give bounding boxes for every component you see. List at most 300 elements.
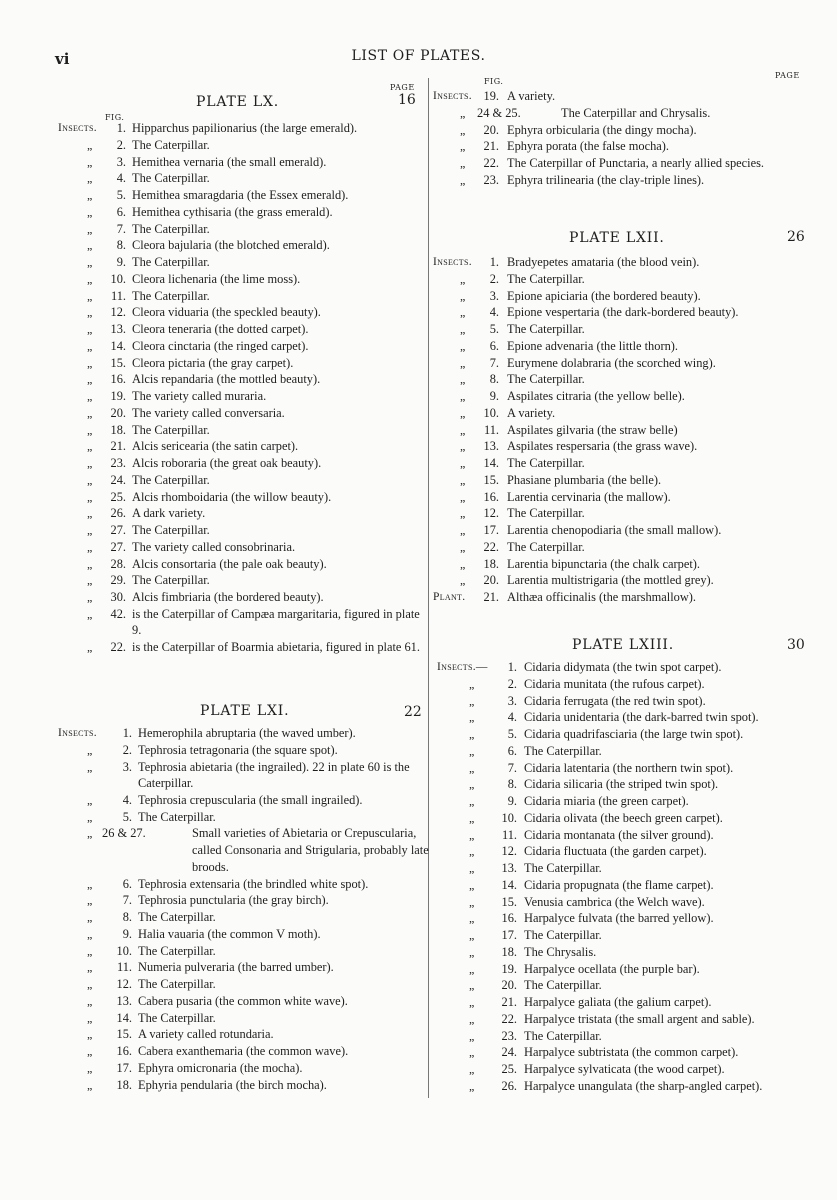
ditto-mark: „ [87,606,93,621]
figure-number: 25. [501,1062,517,1076]
ditto-mark: „ [87,910,93,925]
figure-number: 9. [122,926,132,941]
ditto-mark: „ [460,523,466,537]
figure-description: Larentia bipunctaria (the chalk carpet). [507,556,700,571]
figure-description: The Caterpillar. [132,523,210,537]
ditto-mark: „ [87,640,93,655]
list-item [58,170,428,187]
figure-description: The Caterpillar. [507,271,585,286]
figure-description: The Caterpillar. [132,255,210,269]
list-item [58,539,428,556]
figure-description: Epione advenaria (the little thorn). [507,338,678,353]
figure-description: Alcis roboraria (the great oak beauty). [132,456,322,470]
category-label: Plant. [433,591,466,603]
figure-description: Cleora pictaria (the gray carpet). [132,355,294,370]
figure-number: 8. [489,372,499,387]
ditto-mark: „ [87,439,93,454]
ditto-mark: „ [469,760,475,775]
figure-number: 14. [501,877,517,892]
ditto-mark: „ [87,271,93,286]
list-item [58,154,428,171]
ditto-mark: „ [87,355,93,370]
figure-description: Cidaria fluctuata (the garden carpet). [524,844,707,859]
list-item [58,355,428,372]
figure-number: 14. [483,456,499,470]
figure-description: Cleora teneraria (the dotted carpet). [132,322,309,336]
figure-description: Cidaria latentaria (the northern twin spot). [524,760,734,775]
figure-number: 3. [116,154,126,169]
ditto-mark: „ [460,322,466,336]
running-title: LIST OF PLATES. [351,48,486,64]
list-item [433,355,803,372]
list-item [437,1044,807,1061]
figure-number: 25. [110,489,126,504]
ditto-mark: „ [469,861,475,875]
figure-number: 7. [489,355,499,370]
list-item [433,155,803,172]
list-item [58,725,428,742]
plate-lx-title: PLATE LX. [196,94,279,110]
ditto-mark: „ [87,405,93,420]
figure-description: Epione vespertaria (the dark-bordered beauty). [507,305,739,320]
figure-description: Hemithea vernaria (the small emerald). [132,154,327,169]
ditto-mark: „ [87,154,93,169]
figure-number: 21. [501,995,517,1009]
figure-number: 20. [483,573,499,588]
list-item [437,676,807,693]
figure-number: 23. [483,172,499,187]
ditto-mark: „ [469,944,475,959]
list-item [433,304,803,321]
figure-number: 21. [110,439,126,454]
plate-lxiii-page: 30 [787,637,805,653]
fig-column-label: FIG. [105,113,125,122]
figure-description: The Caterpillar. [132,422,210,437]
figure-number: 18. [110,422,126,437]
figure-number: 8. [507,777,517,792]
plate-lxii-list [433,254,803,606]
ditto-mark: „ [87,489,93,504]
figure-description: The Caterpillar. [138,809,216,824]
list-item [58,489,428,506]
list-item [437,877,807,894]
figure-description: The Caterpillar. [132,171,210,186]
figure-description: Cidaria quadrifasciaria (the large twin spot). [524,727,744,741]
figure-description: Ephyria pendularia (the birch mocha). [138,1077,327,1092]
figure-description: Phasiane plumbaria (the belle). [507,472,662,487]
figure-number: 9. [507,794,517,808]
figure-description: A variety called rotundaria. [138,1027,274,1042]
list-item [433,472,803,489]
ditto-mark: „ [469,978,475,993]
figure-description: Cidaria didymata (the twin spot carpet). [524,660,722,674]
ditto-mark: „ [469,911,475,926]
figure-description: The Caterpillar. [138,910,216,925]
list-item [58,572,428,589]
ditto-mark: „ [469,794,475,808]
ditto-mark: „ [460,439,466,454]
figure-description: Small varieties of Abietaria or Crepuscularia, called Consonaria and Strigularia, probably late broods. [192,826,429,874]
ditto-mark: „ [87,876,93,891]
list-item [58,472,428,489]
ditto-mark: „ [469,1011,475,1026]
figure-number: 12. [501,844,517,859]
figure-number: 21. [483,590,499,604]
figure-number: 22. [483,539,499,554]
list-item [58,455,428,472]
ditto-mark: „ [87,573,93,588]
figure-number: 26. [501,1078,517,1093]
figure-number: 24 & 25. [477,105,521,120]
figure-number: 5. [122,809,132,824]
ditto-mark: „ [460,288,466,303]
figure-number: 2. [507,676,517,691]
figure-description: The Caterpillar. [507,372,585,387]
ditto-mark: „ [87,960,93,975]
figure-description: Ephyra trilinearia (the clay-triple lines). [507,172,705,187]
figure-number: 14. [116,1010,132,1025]
category-label: Insects. [58,727,97,739]
list-item [58,943,428,960]
ditto-mark: „ [87,792,93,807]
ditto-mark: „ [87,556,93,571]
figure-description: Cleora bajularia (the blotched emerald). [132,238,330,253]
figure-description: Hemerophila abruptaria (the waved umber). [138,726,356,740]
list-item [433,505,803,522]
list-item [58,1077,428,1094]
list-item [433,271,803,288]
figure-description: A variety. [507,89,556,103]
list-item [58,120,428,137]
figure-description: Ephyra orbicularia (the dingy mocha). [507,122,697,137]
figure-description: Aspilates gilvaria (the straw belle) [507,422,678,437]
figure-number: 5. [489,322,499,336]
figure-description: The Caterpillar. [132,221,210,236]
figure-number: 1. [122,726,132,740]
figure-number: 15. [110,355,126,370]
list-item [58,1060,428,1077]
ditto-mark: „ [87,759,93,774]
figure-number: 11. [110,288,126,303]
ditto-mark: „ [460,389,466,403]
figure-number: 9. [489,389,499,403]
ditto-mark: „ [460,573,466,588]
figure-number: 4. [122,792,132,807]
figure-description: A dark variety. [132,506,206,521]
figure-description: Cabera pusaria (the common white wave). [138,993,348,1008]
plate-lxii-title: PLATE LXII. [569,230,665,246]
figure-description: Cidaria ferrugata (the red twin spot). [524,693,706,708]
figure-description: Halia vauaria (the common V moth). [138,926,321,941]
ditto-mark: „ [460,422,466,437]
list-item [58,742,428,759]
figure-number: 13. [116,993,132,1008]
list-item [433,172,803,189]
list-item [433,122,803,139]
figure-number: 8. [122,910,132,925]
list-item [437,776,807,793]
list-item [58,589,428,606]
list-item [58,1043,428,1060]
ditto-mark: „ [87,1060,93,1075]
list-item [437,894,807,911]
list-item [58,926,428,943]
list-item [437,659,807,676]
figure-number: 16. [501,911,517,926]
ditto-mark: „ [87,389,93,403]
figure-number: 11. [116,960,132,975]
ditto-mark: „ [87,422,93,437]
plate-lxi-list [58,725,428,1093]
figure-number: 6. [116,204,126,219]
figure-description: Larentia cervinaria (the mallow). [507,489,671,504]
ditto-mark: „ [87,238,93,253]
ditto-mark: „ [460,539,466,554]
ditto-mark: „ [87,506,93,521]
ditto-mark: „ [87,221,93,236]
figure-description: Harpalyce subtristata (the common carpet). [524,1045,739,1060]
list-item [58,237,428,254]
figure-description: Numeria pulveraria (the barred umber). [138,960,334,975]
list-item [58,422,428,439]
ditto-mark: „ [460,372,466,387]
figure-number: 19. [483,89,499,103]
ditto-mark: „ [469,710,475,725]
ditto-mark: „ [469,844,475,859]
ditto-mark: „ [87,288,93,303]
list-item [437,977,807,994]
ditto-mark: „ [87,456,93,470]
ditto-mark: „ [469,810,475,825]
figure-description: The Caterpillar. [138,1010,216,1025]
list-item [58,825,428,875]
figure-number: 7. [116,221,126,236]
list-item [58,556,428,573]
figure-description: The Caterpillar. [138,943,216,958]
list-item [437,760,807,777]
figure-number: 13. [483,439,499,454]
ditto-mark: „ [87,305,93,320]
plate-lxiii-list [437,659,807,1095]
list-item [433,522,803,539]
list-item [433,589,803,606]
figure-number: 26. [110,506,126,521]
figure-description: Epione apiciaria (the bordered beauty). [507,288,701,303]
figure-number: 2. [489,271,499,286]
list-item [58,522,428,539]
plate-lxi-title: PLATE LXI. [200,703,290,719]
list-item [58,204,428,221]
figure-description: Alcis rhomboidaria (the willow beauty). [132,489,332,504]
figure-description: Tephrosia punctularia (the gray birch). [138,893,329,908]
figure-number: 12. [116,977,132,992]
figure-description: The Caterpillar and Chrysalis. [561,105,711,120]
figure-number: 9. [116,255,126,269]
figure-description: The Caterpillar. [524,861,602,875]
list-item [433,88,803,105]
category-label: Insects.— [437,661,488,673]
figure-number: 10. [483,405,499,420]
figure-description: The Caterpillar. [507,539,585,554]
plate-lxi-continued-list [433,88,803,188]
figure-description: Cidaria silicaria (the striped twin spot). [524,777,719,792]
figure-number: 1. [116,121,126,135]
figure-description: Aspilates citraria (the yellow belle). [507,389,685,403]
ditto-mark: „ [469,827,475,842]
figure-number: 6. [507,743,517,758]
ditto-mark: „ [469,693,475,708]
list-item [433,539,803,556]
figure-description: Tephrosia tetragonaria (the square spot). [138,742,338,757]
figure-number: 16. [110,372,126,387]
figure-number: 5. [116,188,126,202]
figure-description: The Caterpillar. [524,978,602,993]
figure-number: 17. [116,1060,132,1075]
ditto-mark: „ [87,188,93,202]
ditto-mark: „ [87,742,93,757]
figure-number: 15. [116,1027,132,1042]
ditto-mark: „ [469,1028,475,1043]
page-number: vi [55,50,70,68]
ditto-mark: „ [469,727,475,741]
list-item [58,304,428,321]
figure-number: 19. [501,961,517,976]
ditto-mark: „ [469,894,475,909]
figure-number: 27. [110,523,126,537]
figure-number: 1. [489,255,499,269]
figure-number: 28. [110,556,126,571]
figure-number: 10. [501,810,517,825]
figure-number: 3. [122,759,132,774]
figure-number: 12. [483,506,499,521]
list-item [58,1010,428,1027]
ditto-mark: „ [460,556,466,571]
figure-description: Cidaria propugnata (the flame carpet). [524,877,714,892]
plate-lxiii-title: PLATE LXIII. [572,637,674,653]
ditto-mark: „ [87,1027,93,1042]
ditto-mark: „ [87,926,93,941]
ditto-mark: „ [87,523,93,537]
list-item [58,221,428,238]
figure-number: 26 & 27. [102,826,146,841]
figure-description: Hemithea smaragdaria (the Essex emerald). [132,188,349,202]
ditto-mark: „ [87,322,93,336]
figure-description: Harpalyce ocellata (the purple bar). [524,961,700,976]
figure-number: 24. [110,472,126,487]
figure-number: 16. [116,1044,132,1059]
list-item [58,288,428,305]
ditto-mark: „ [460,472,466,487]
plate-lx-list [58,120,428,656]
ditto-mark: „ [460,122,466,137]
figure-number: 4. [507,710,517,725]
ditto-mark: „ [469,928,475,942]
figure-description: The Caterpillar. [132,288,210,303]
figure-number: 22. [110,640,126,655]
ditto-mark: „ [87,893,93,908]
ditto-mark: „ [460,456,466,470]
figure-number: 6. [122,876,132,891]
figure-number: 4. [116,171,126,186]
figure-description: Eurymene dolabraria (the scorched wing). [507,355,716,370]
figure-number: 24. [501,1045,517,1060]
figure-description: Alcis repandaria (the mottled beauty). [132,372,321,387]
ditto-mark: „ [469,961,475,976]
figure-description: A variety. [507,405,556,420]
figure-description: Harpalyce tristata (the small argent and sable). [524,1011,755,1026]
category-label: Insects. [433,256,472,268]
plate-lxii-page: 26 [787,229,805,245]
list-item [437,860,807,877]
list-item [58,892,428,909]
list-item [58,388,428,405]
figure-number: 20. [483,122,499,137]
figure-number: 3. [507,693,517,708]
ditto-mark: „ [469,777,475,792]
list-item [437,961,807,978]
figure-description: Alcis sericearia (the satin carpet). [132,439,299,454]
figure-number: 21. [483,139,499,154]
figure-number: 29. [110,573,126,588]
list-item [58,639,428,656]
list-item [433,371,803,388]
figure-description: Tephrosia extensaria (the brindled white spot). [138,876,369,891]
figure-description: Aspilates respersaria (the grass wave). [507,439,698,454]
list-item [433,489,803,506]
ditto-mark: „ [460,506,466,521]
figure-number: 11. [501,827,517,842]
ditto-mark: „ [87,826,93,841]
figure-number: 20. [110,405,126,420]
figure-description: The Caterpillar. [524,743,602,758]
figure-number: 17. [501,928,517,942]
ditto-mark: „ [87,137,93,152]
list-item [433,556,803,573]
list-item [58,438,428,455]
list-item [58,271,428,288]
list-item [58,759,428,792]
list-item [437,726,807,743]
list-item [58,338,428,355]
ditto-mark: „ [469,995,475,1009]
list-item [58,792,428,809]
figure-number: 5. [507,727,517,741]
figure-description: The Caterpillar. [524,1028,602,1043]
list-item [433,338,803,355]
list-item [433,254,803,271]
figure-description: Cidaria olivata (the beech green carpet). [524,810,723,825]
ditto-mark: „ [460,489,466,504]
figure-description: The variety called consobrinaria. [132,539,296,554]
ditto-mark: „ [469,743,475,758]
figure-description: Ephyra porata (the false mocha). [507,139,670,154]
page-column-label-right: PAGE [775,71,800,80]
figure-description: Cleora cinctaria (the ringed carpet). [132,338,309,353]
list-item [58,137,428,154]
list-item [437,743,807,760]
figure-number: 13. [110,322,126,336]
figure-description: Larentia chenopodiaria (the small mallow). [507,523,722,537]
figure-description: Venusia cambrica (the Welch wave). [524,894,705,909]
figure-description: Tephrosia crepuscularia (the small ingrailed). [138,792,363,807]
list-item [433,138,803,155]
figure-number: 3. [489,288,499,303]
list-item [437,994,807,1011]
figure-description: Hipparchus papilionarius (the large emerald). [132,121,358,135]
ditto-mark: „ [460,156,466,170]
list-item [437,927,807,944]
figure-number: 10. [116,943,132,958]
